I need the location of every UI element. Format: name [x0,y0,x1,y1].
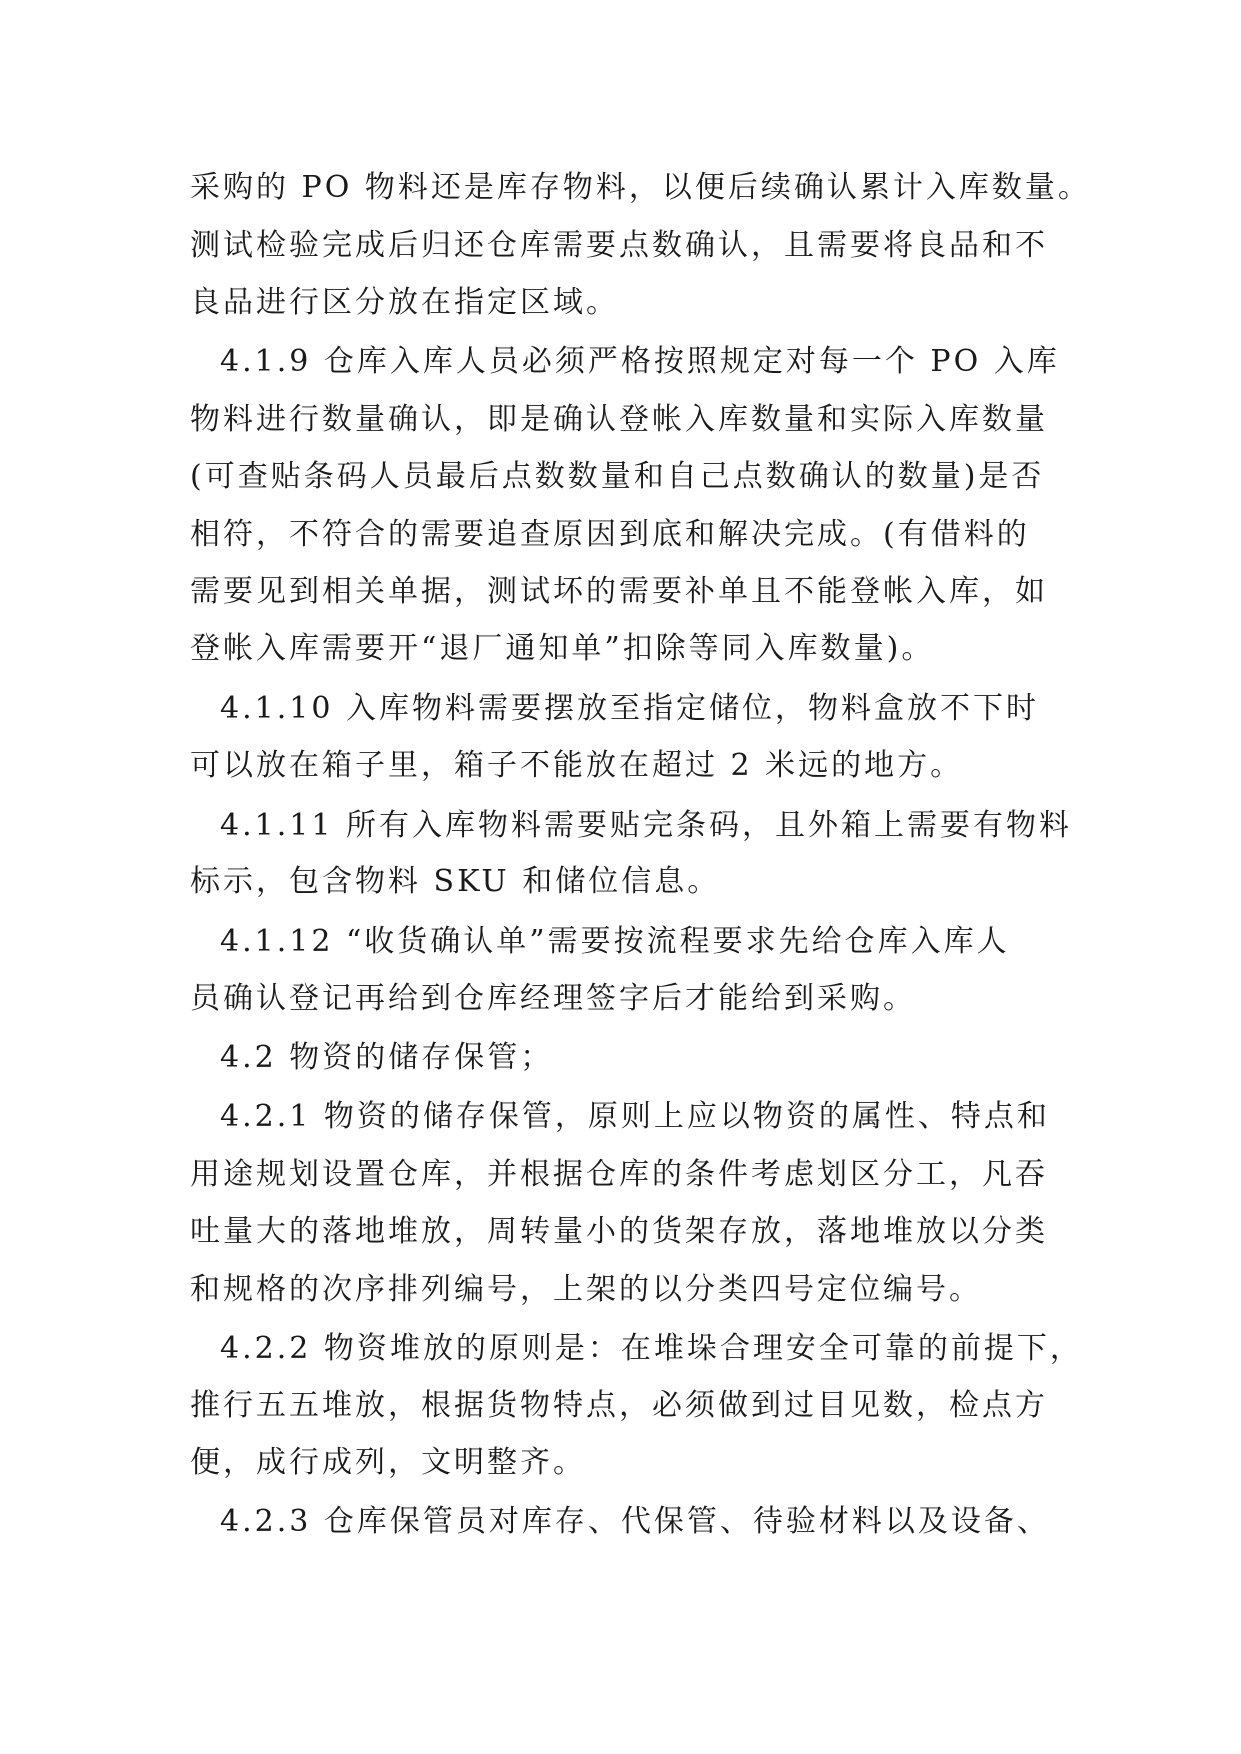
section-4-1-11-heading-line: 4.1.11 所有入库物料需要贴完条码，且外箱上需要有物料 [220,808,1072,843]
text-line: 员确认登记再给到仓库经理签字后才能给到采购。 [190,981,916,1016]
text-line: 便，成行成列，文明整齐。 [190,1445,586,1480]
text-line: 登帐入库需要开“退厂通知单”扣除等同入库数量)。 [190,631,935,666]
section-4-1-12-heading-line: 4.1.12 “收货确认单”需要按流程要求先给仓库入库人 [220,924,1010,959]
text-line: 相符，不符合的需要追查原因到底和解决完成。(有借料的 [190,517,1030,552]
text-line: 测试检验完成后归还仓库需要点数确认，且需要将良品和不 [190,228,1048,263]
section-4-2-1-heading-line: 4.2.1 物资的储存保管，原则上应以物资的属性、特点和 [220,1099,1050,1134]
text-line: 物料进行数量确认，即是确认登帐入库数量和实际入库数量 [190,402,1048,437]
text-line: 标示，包含物料 SKU 和储位信息。 [190,864,721,899]
section-4-2-heading: 4.2 物资的储存保管； [220,1040,554,1075]
text-line: 推行五五堆放，根据货物特点，必须做到过目见数，检点方 [190,1388,1048,1423]
text-line: 需要见到相关单据，测试坏的需要补单且不能登帐入库，如 [190,574,1048,609]
text-line: 良品进行区分放在指定区域。 [190,285,619,320]
section-4-1-9-heading-line: 4.1.9 仓库入库人员必须严格按照规定对每一个 PO 入库 [220,344,1060,379]
text-line: 和规格的次序排列编号，上架的以分类四号定位编号。 [190,1272,982,1307]
text-line: 吐量大的落地堆放，周转量小的货架存放，落地堆放以分类 [190,1214,1048,1249]
text-line: 用途规划设置仓库，并根据仓库的条件考虑划区分工，凡吞 [190,1157,1048,1192]
text-line: (可查贴条码人员最后点数数量和自己点数确认的数量)是否 [190,459,1045,494]
section-4-1-10-heading-line: 4.1.10 入库物料需要摆放至指定储位，物料盒放不下时 [220,691,1039,726]
text-line: 采购的 PO 物料还是库存物料，以便后续确认累计入库数量。 [190,170,1091,205]
section-4-2-3-heading-line: 4.2.3 仓库保管员对库存、代保管、待验材料以及设备、 [220,1504,1050,1539]
section-4-2-2-heading-line: 4.2.2 物资堆放的原则是：在堆垛合理安全可靠的前提下， [220,1331,1083,1366]
text-line: 可以放在箱子里，箱子不能放在超过 2 米远的地方。 [190,748,964,783]
